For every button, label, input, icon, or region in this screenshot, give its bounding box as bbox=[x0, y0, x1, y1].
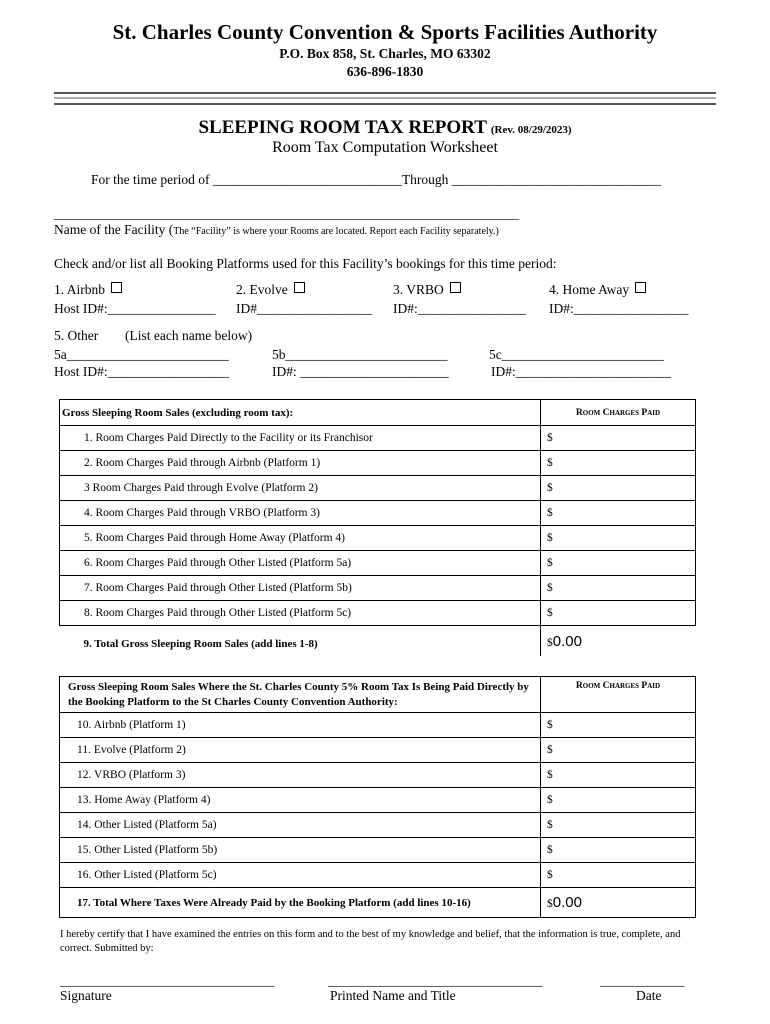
evolve-id-field[interactable]: ID#_________________ bbox=[236, 301, 372, 316]
platform-evolve-label: 2. Evolve bbox=[236, 282, 288, 297]
platform-row-16-amount[interactable]: $ bbox=[541, 863, 696, 888]
platform-row-14-label: 14. Other Listed (Platform 5a) bbox=[60, 813, 541, 838]
platform-airbnb-label: 1. Airbnb bbox=[54, 282, 106, 297]
gross-row-3-label: 3 Room Charges Paid through Evolve (Platform 2) bbox=[60, 476, 541, 501]
platform-paid-table bbox=[59, 676, 696, 918]
printed-name-field[interactable]: _________________________________ bbox=[328, 973, 543, 988]
header-divider bbox=[54, 92, 716, 105]
platform-row-15-label: 15. Other Listed (Platform 5b) bbox=[60, 838, 541, 863]
form-revision: (Rev. 08/29/2023) bbox=[490, 124, 572, 136]
gross-row-5-label: 5. Room Charges Paid through Home Away (Platform 4) bbox=[60, 526, 541, 551]
gross-row-6-label: 6. Room Charges Paid through Other Listed (Platform 5a) bbox=[60, 551, 541, 576]
gross-col-header: Room Charges Paid bbox=[541, 400, 696, 426]
signature-label: Signature bbox=[60, 988, 112, 1003]
platform-homeaway[interactable] bbox=[549, 282, 646, 298]
gross-row-2-amount[interactable]: $ bbox=[541, 451, 696, 476]
org-phone: 636-896-1830 bbox=[346, 64, 424, 79]
platform-row-12-amount[interactable]: $ bbox=[541, 763, 696, 788]
platform-5b-field[interactable]: 5b________________________ bbox=[272, 347, 448, 362]
platform-5b-id-field[interactable]: ID#: ______________________ bbox=[272, 364, 449, 379]
gross-row-8-label: 8. Room Charges Paid through Other Listed (Platform 5c) bbox=[60, 601, 541, 626]
platform-evolve[interactable] bbox=[236, 282, 305, 298]
platform-row-11-amount[interactable]: $ bbox=[541, 738, 696, 763]
platform-homeaway-label: 4. Home Away bbox=[549, 282, 630, 297]
platform-row-12-label: 12. VRBO (Platform 3) bbox=[60, 763, 541, 788]
platform-row-10-label: 10. Airbnb (Platform 1) bbox=[60, 713, 541, 738]
vrbo-checkbox[interactable] bbox=[450, 282, 461, 293]
platform-row-13-amount[interactable]: $ bbox=[541, 788, 696, 813]
platform-total-currency: $ bbox=[547, 898, 553, 910]
platform-5a-field[interactable]: 5a________________________ bbox=[54, 347, 229, 362]
gross-table-header: Gross Sleeping Room Sales (excluding room tax): bbox=[60, 400, 541, 426]
org-name: St. Charles County Convention & Sports Facilities Authority bbox=[112, 20, 658, 44]
homeaway-checkbox[interactable] bbox=[635, 282, 646, 293]
platform-row-11-label: 11. Evolve (Platform 2) bbox=[60, 738, 541, 763]
facility-label-row bbox=[54, 222, 499, 238]
vrbo-id-field[interactable]: ID#:________________ bbox=[393, 301, 526, 316]
other-platform-note: (List each name below) bbox=[125, 328, 253, 343]
gross-row-8-amount[interactable]: $ bbox=[541, 601, 696, 626]
gross-row-3-amount[interactable]: $ bbox=[541, 476, 696, 501]
gross-row-6-amount[interactable]: $ bbox=[541, 551, 696, 576]
platform-total-value: 0.00 bbox=[552, 894, 582, 911]
date-field[interactable]: _____________ bbox=[600, 973, 685, 988]
platform-col-header: Room Charges Paid bbox=[541, 677, 696, 713]
form-title-row bbox=[0, 117, 770, 139]
platform-vrbo-label: 3. VRBO bbox=[393, 282, 444, 297]
airbnb-checkbox[interactable] bbox=[111, 282, 122, 293]
platform-airbnb[interactable] bbox=[54, 282, 122, 298]
printed-name-label: Printed Name and Title bbox=[330, 988, 456, 1003]
gross-total-currency: $ bbox=[547, 636, 553, 649]
gross-total-value: 0.00 bbox=[552, 632, 582, 650]
facility-note: The “Facility” is where your Rooms are located. Report each Facility separately.) bbox=[173, 226, 499, 237]
platform-row-16-label: 16. Other Listed (Platform 5c) bbox=[60, 863, 541, 888]
gross-row-7-label: 7. Room Charges Paid through Other Listed (Platform 5b) bbox=[60, 576, 541, 601]
platform-row-14-amount[interactable]: $ bbox=[541, 813, 696, 838]
facility-name-field[interactable]: ___________________________________________________________________________ bbox=[54, 206, 520, 221]
homeaway-id-field[interactable]: ID#:_________________ bbox=[549, 301, 689, 316]
platform-row-13-label: 13. Home Away (Platform 4) bbox=[60, 788, 541, 813]
other-platform-label: 5. Other bbox=[54, 328, 99, 343]
date-label: Date bbox=[636, 988, 662, 1003]
platform-5a-id-field[interactable]: Host ID#:__________________ bbox=[54, 364, 230, 379]
platforms-prompt: Check and/or list all Booking Platforms used for this Facility’s bookings for this time period: bbox=[54, 256, 557, 271]
gross-total-cell bbox=[541, 626, 696, 657]
gross-row-4-amount[interactable]: $ bbox=[541, 501, 696, 526]
platform-row-15-amount[interactable]: $ bbox=[541, 838, 696, 863]
platform-total-label: 17. Total Where Taxes Were Already Paid by the Booking Platform (add lines 10-16) bbox=[60, 888, 541, 918]
facility-label: Name of the Facility ( bbox=[54, 222, 174, 237]
evolve-checkbox[interactable] bbox=[294, 282, 305, 293]
platform-row-10-amount[interactable]: $ bbox=[541, 713, 696, 738]
gross-row-1-label: 1. Room Charges Paid Directly to the Facility or its Franchisor bbox=[60, 426, 541, 451]
platform-5c-id-field[interactable]: ID#:_______________________ bbox=[491, 364, 671, 379]
gross-row-4-label: 4. Room Charges Paid through VRBO (Platform 3) bbox=[60, 501, 541, 526]
gross-row-2-label: 2. Room Charges Paid through Airbnb (Platform 1) bbox=[60, 451, 541, 476]
platform-vrbo[interactable] bbox=[393, 282, 461, 298]
certification-text: I hereby certify that I have examined the entries on this form and to the best of my knowledge and belief, that the information is true, complete, and correct. Submitted by: bbox=[60, 929, 681, 954]
org-address: P.O. Box 858, St. Charles, MO 63302 bbox=[279, 46, 491, 61]
platform-5c-field[interactable]: 5c________________________ bbox=[489, 347, 664, 362]
form-title: SLEEPING ROOM TAX REPORT bbox=[198, 117, 487, 138]
airbnb-id-field[interactable]: Host ID#:________________ bbox=[54, 301, 216, 316]
platform-total-cell bbox=[541, 888, 696, 918]
time-period-field[interactable]: For the time period of ____________________________Through _______________________________ bbox=[91, 172, 661, 187]
form-subtitle: Room Tax Computation Worksheet bbox=[272, 139, 498, 156]
gross-row-5-amount[interactable]: $ bbox=[541, 526, 696, 551]
signature-field[interactable]: _________________________________ bbox=[60, 973, 275, 988]
gross-total-label: 9. Total Gross Sleeping Room Sales (add lines 1-8) bbox=[60, 626, 541, 657]
gross-sales-table bbox=[59, 399, 696, 656]
gross-row-1-amount[interactable]: $ bbox=[541, 426, 696, 451]
gross-row-7-amount[interactable]: $ bbox=[541, 576, 696, 601]
platform-table-header: Gross Sleeping Room Sales Where the St. Charles County 5% Room Tax Is Being Paid Directly by the Booking Platform to the St Charles County Convention Authority: bbox=[60, 677, 541, 713]
